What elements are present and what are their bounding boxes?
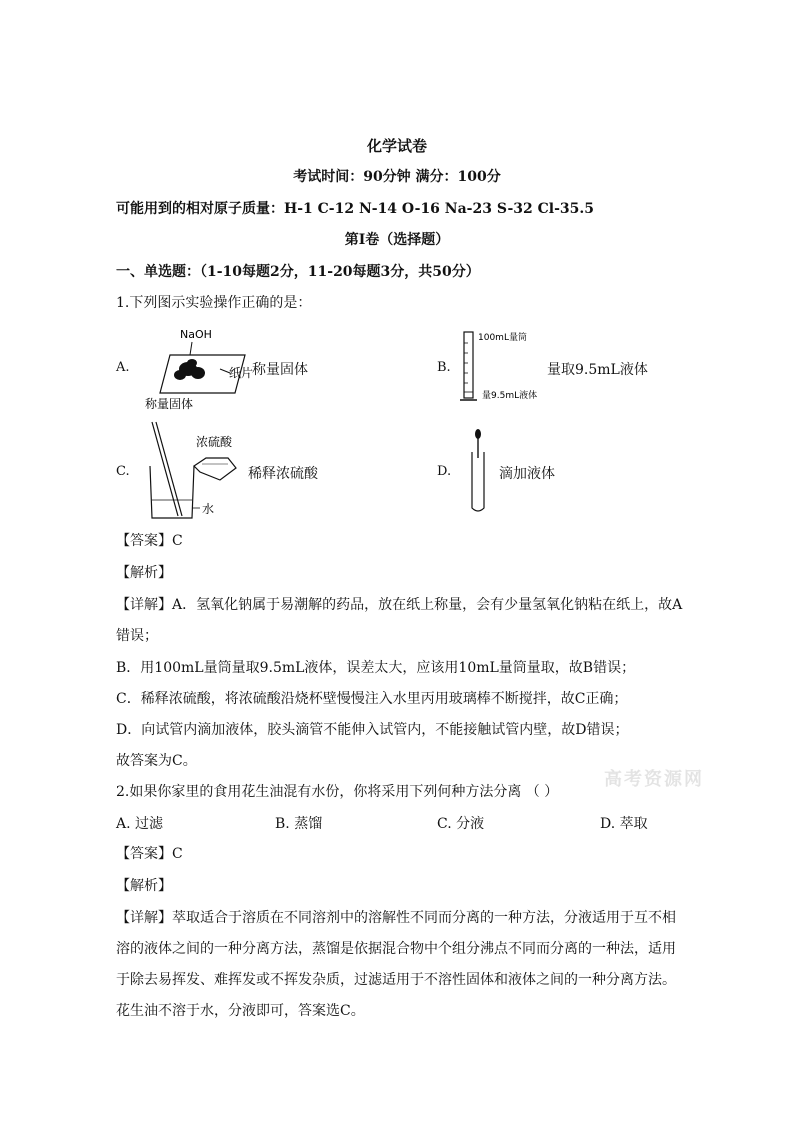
- test-tube-dropper-figure: [466, 426, 490, 516]
- q1-detail-line: 【详解】A．氢氧化钠属于易潮解的药品，放在纸上称量，会有少量氢氧化钠粘在纸上，故A: [116, 597, 683, 613]
- q1-detail-line: 错误；: [116, 628, 158, 644]
- q2-option: B. 蒸馏: [275, 816, 323, 832]
- figure-label-weigh: 称量固体: [145, 397, 194, 411]
- q2-analysis-label: 【解析】: [116, 878, 172, 894]
- figure-label-paper: 纸片: [229, 366, 254, 380]
- q2-detail-line: 花生油不溶于水，分液即可，答案选C。: [116, 1003, 365, 1019]
- q1-detail-line: 故答案为C。: [116, 753, 197, 769]
- q2-detail-line: 【详解】萃取适合于溶质在不同溶剂中的溶解性不同而分离的一种方法，分液适用于互不相: [116, 910, 676, 926]
- q1-answer: 【答案】C: [116, 533, 183, 549]
- exam-info: 考试时间：90分钟 满分：100分: [293, 169, 501, 185]
- q1-option-c-caption: 稀释浓硫酸: [248, 466, 318, 482]
- q2-option: C. 分液: [437, 816, 485, 832]
- q1-option-a-caption: 称量固体: [252, 362, 308, 378]
- figure-label-cylinder: 100mL量筒: [478, 333, 527, 343]
- atomic-masses: 可能用到的相对原子质量：H-1 C-12 N-14 O-16 Na-23 S-32 Cl-35.5: [116, 201, 594, 217]
- dilute-acid-figure: [140, 418, 245, 523]
- q1-option-b-caption: 量取9.5mL液体: [547, 362, 648, 378]
- q1-detail-line: C．稀释浓硫酸，将浓硫酸沿烧杯壁慢慢注入水里丙用玻璃棒不断搅拌，故C正确；: [116, 691, 628, 707]
- figure-label-water: 水: [202, 502, 215, 516]
- figure-label-acid: 浓硫酸: [196, 435, 233, 449]
- graduated-cylinder-figure: [458, 328, 548, 406]
- watermark: 高考资源网: [604, 769, 704, 790]
- figure-label-naoh: NaOH: [180, 328, 212, 341]
- q2-detail-line: 于除去易挥发、难挥发或不挥发杂质，过滤适用于不溶性固体和液体之间的一种分离方法。: [116, 972, 676, 988]
- q1-detail-line: B．用100mL量筒量取9.5mL液体，误差太大，应该用10mL量筒量取，故B错误；: [116, 660, 636, 676]
- q1-analysis-label: 【解析】: [116, 565, 172, 581]
- q2-option: D. 萃取: [600, 816, 648, 832]
- q1-option-d-caption: 滴加液体: [499, 466, 555, 482]
- q1-stem: 1.下列图示实验操作正确的是：: [116, 295, 312, 311]
- q1-detail-line: D．向试管内滴加液体，胶头滴管不能伸入试管内，不能接触试管内壁，故D错误；: [116, 722, 629, 738]
- volume-heading: 第I卷（选择题）: [344, 232, 450, 248]
- section-heading: 一、单选题：（1-10每题2分，11-20每题3分，共50分）: [116, 264, 480, 280]
- q1-option-a-label: A.: [116, 360, 130, 375]
- q1-option-b-label: B.: [437, 360, 451, 375]
- q1-option-d-label: D.: [437, 464, 452, 479]
- figure-label-measure: 量9.5mL液体: [482, 391, 538, 401]
- paper-title: 化学试卷: [366, 137, 427, 155]
- q1-option-c-label: C.: [116, 464, 130, 479]
- q2-detail-line: 溶的液体之间的一种分离方法，蒸馏是依据混合物中个组分沸点不同而分离的一种法，适用: [116, 941, 676, 957]
- q2-stem: 2.如果你家里的食用花生油混有水份，你将采用下列何种方法分离 （ ）: [116, 784, 559, 800]
- balance-weighing-figure: [140, 325, 254, 415]
- q2-option: A. 过滤: [116, 816, 164, 832]
- q2-answer: 【答案】C: [116, 846, 183, 862]
